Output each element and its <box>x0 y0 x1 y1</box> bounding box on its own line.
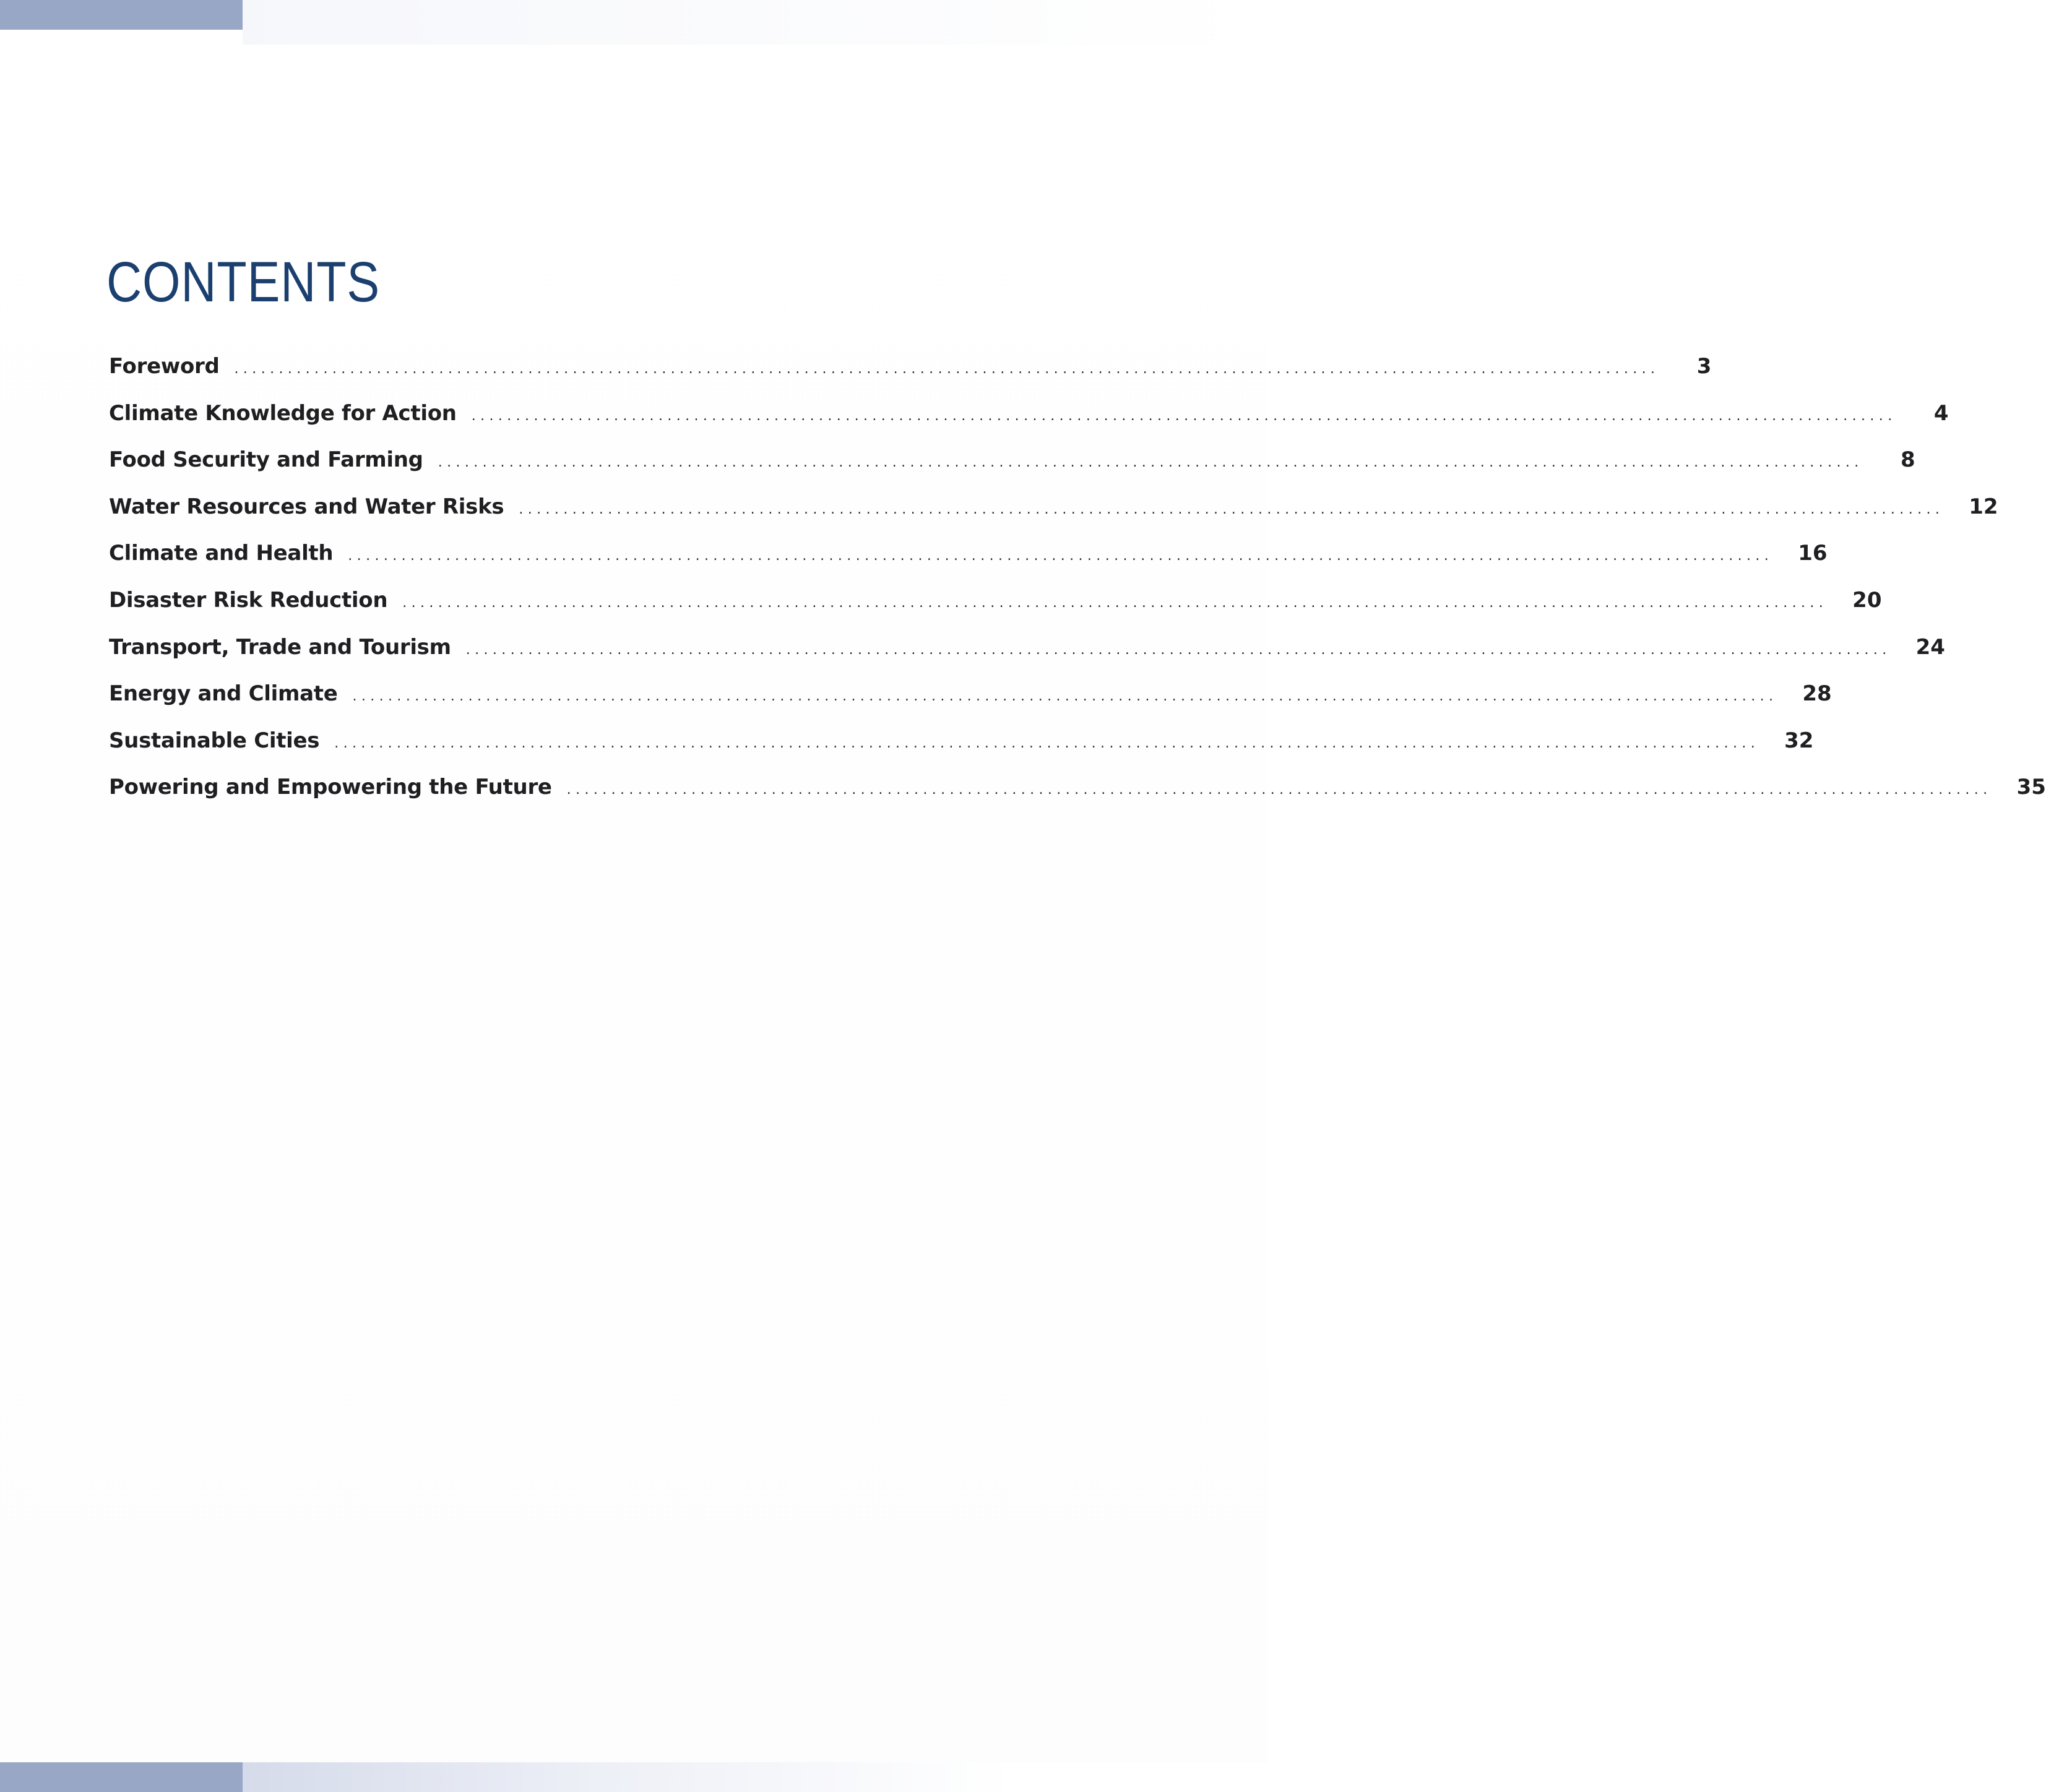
toc-entry-disaster-risk[interactable] <box>109 587 1882 635</box>
toc-dot-leader: ................................................................................................................................................................ <box>234 361 1660 377</box>
toc-entry-label: Powering and Empowering the Future <box>109 775 552 800</box>
toc-dot-leader: ................................................................................................................................................................ <box>438 455 1863 471</box>
toc-entry-label: Climate Knowledge for Action <box>109 400 457 426</box>
toc-entry-climate-knowledge[interactable] <box>109 400 1949 448</box>
toc-entry-label: Transport, Trade and Tourism <box>109 634 451 660</box>
toc-dot-leader: ................................................................................................................................................................ <box>465 642 1891 658</box>
toc-entry-label: Climate and Health <box>109 541 334 566</box>
toc-page-number: 35 <box>2016 775 2046 800</box>
toc-entry-label: Foreword <box>109 354 220 379</box>
toc-entry-label: Energy and Climate <box>109 681 338 707</box>
table-of-contents <box>109 354 2046 822</box>
toc-dot-leader: ................................................................................................................................................................ <box>348 548 1774 564</box>
toc-page-number: 3 <box>1696 354 1712 379</box>
toc-entry-climate-health[interactable] <box>109 541 1828 588</box>
top-gradient-band <box>243 0 1267 45</box>
bottom-gradient-band <box>243 1762 1267 1792</box>
toc-dot-leader: ................................................................................................................................................................ <box>402 595 1828 611</box>
toc-entry-label: Water Resources and Water Risks <box>109 494 504 519</box>
toc-page-number: 28 <box>1802 681 1832 707</box>
toc-page-number: 12 <box>1969 494 1998 519</box>
toc-entry-water-resources[interactable] <box>109 494 1998 541</box>
toc-page-number: 24 <box>1915 634 1945 660</box>
toc-dot-leader: ................................................................................................................................................................ <box>471 408 1897 424</box>
toc-entry-label: Sustainable Cities <box>109 728 320 753</box>
toc-page-number: 16 <box>1798 541 1828 566</box>
toc-entry-food-security[interactable] <box>109 447 1915 494</box>
toc-entry-energy-climate[interactable] <box>109 681 1832 728</box>
top-color-band <box>0 0 243 30</box>
toc-entry-foreword[interactable] <box>109 354 1712 401</box>
toc-page-number: 8 <box>1900 447 1915 473</box>
bottom-color-band <box>0 1762 243 1792</box>
toc-entry-label: Disaster Risk Reduction <box>109 587 388 613</box>
toc-dot-leader: ................................................................................................................................................................ <box>352 689 1778 705</box>
toc-dot-leader: ................................................................................................................................................................ <box>566 782 1992 798</box>
toc-page-number: 32 <box>1784 728 1814 753</box>
toc-page-number: 4 <box>1933 400 1949 426</box>
toc-entry-label: Food Security and Farming <box>109 447 423 473</box>
toc-entry-sustainable-cities[interactable] <box>109 728 1814 775</box>
toc-entry-powering-future[interactable] <box>109 775 2046 822</box>
toc-page-number: 20 <box>1852 587 1882 613</box>
page-title: CONTENTS <box>106 251 381 314</box>
toc-dot-leader: ................................................................................................................................................................ <box>519 501 1945 517</box>
toc-entry-transport-trade[interactable] <box>109 634 1945 682</box>
toc-dot-leader: ................................................................................................................................................................ <box>334 735 1760 751</box>
